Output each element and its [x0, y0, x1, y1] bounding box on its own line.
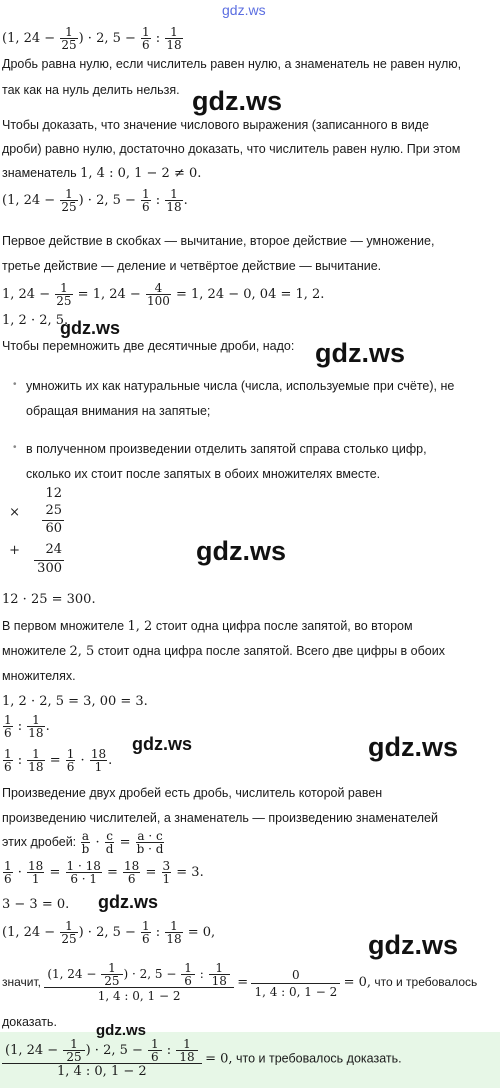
frac-num: 1: [165, 188, 182, 201]
frac-den: 6 · 1: [70, 872, 98, 886]
watermark: gdz.ws: [98, 892, 159, 912]
watermark: gdz.ws: [132, 734, 193, 754]
frac-num: 1: [60, 920, 77, 933]
frac-den: 1, 4 : 0, 1 − 2: [56, 1064, 147, 1079]
math: = 0,: [343, 975, 372, 991]
text-line: Первое действие в скобках — вычитание, второе действие — умножение,: [2, 234, 435, 248]
frac-den: 25: [61, 38, 77, 52]
text: В первом множителе: [2, 619, 125, 633]
frac-num: 1: [27, 714, 44, 727]
column-operator: ×: [9, 505, 20, 520]
math: =: [49, 865, 61, 880]
frac-den: 1: [94, 760, 103, 774]
text: что и требовалось: [374, 975, 478, 990]
frac-num: 0: [251, 967, 340, 984]
frac-num: 1: [165, 920, 182, 933]
frac-num: 1: [142, 919, 150, 933]
bullet-icon: •: [13, 379, 17, 390]
frac-den: 25: [66, 1050, 82, 1064]
text: множителе: [2, 644, 67, 658]
frac-num: 1: [63, 1038, 84, 1051]
expression: (1, 24 − $\frac{1}{25}$ ) · 2, 5 − $\frac{1}{6}$ : $\frac{1}{18}$ .: [2, 187, 188, 214]
column-number: 300: [37, 561, 62, 576]
text-line: третье действие — деление и четвёртое действие — вычитание.: [2, 259, 382, 273]
division-expression: $\frac{1}{6}$ : $\frac{1}{18}$ .: [4, 713, 50, 740]
math: = 0,: [187, 925, 216, 940]
frac-den: 1, 4 : 0, 1 − 2: [254, 984, 338, 999]
math: = 3.: [176, 865, 204, 880]
bullet-icon: •: [13, 442, 17, 453]
frac-den: 18: [28, 726, 44, 740]
frac-num: 1: [176, 1038, 197, 1051]
frac-den: 6: [142, 38, 150, 52]
math-line: 1, 2 · 2, 5.: [2, 313, 69, 328]
frac-num: 1: [101, 962, 122, 975]
watermark: gdz.ws: [192, 86, 283, 116]
math-line: 12 · 25 = 300.: [2, 592, 96, 607]
frac-num: 1: [148, 1038, 162, 1051]
text-line: [2, 165, 201, 182]
frac-den: 18: [179, 1050, 195, 1064]
conclusion-line: значит, (1, 24 − $\frac{1}{25}$ ) · 2, 5 − $\frac{1}{6}$ : $\frac{1}{18}$ 1, 4 : 0, 1 − 2 = $\frac{0}{1, 4 : 0, 1 - 2}$ = 0, что и требовалось: [2, 961, 478, 1003]
frac-num: 1: [142, 25, 150, 39]
frac-num: 1: [4, 859, 12, 873]
column-number: 24: [45, 542, 62, 557]
bullet-text: умножить их как натуральные числа (числа, используемые при счёте), не: [26, 379, 455, 393]
subtraction-step: [2, 282, 324, 307]
frac-den: 6: [142, 932, 150, 946]
frac-den: 1: [31, 872, 40, 886]
frac-den: 6: [127, 872, 136, 886]
text-line: доказать.: [2, 1015, 57, 1029]
frac-num: 1: [4, 747, 12, 761]
frac-num: 1: [66, 747, 75, 761]
frac-den: d: [105, 842, 114, 856]
frac-num: 3: [162, 859, 171, 873]
frac-num: 1: [60, 188, 77, 201]
watermark: gdz.ws: [60, 318, 121, 338]
watermark: gdz.ws: [96, 1022, 147, 1039]
frac-den: 25: [61, 200, 77, 214]
text-line: Произведение двух дробей есть дробь, числитель которой равен: [2, 786, 383, 800]
watermark: gdz.ws: [368, 930, 459, 960]
frac-den: 1: [162, 872, 171, 886]
text: стоит одна цифра после запятой. Всего две цифры в обоих: [97, 644, 445, 658]
division-step: $\frac{1}{6}$ : $\frac{1}{18}$ = $\frac{1}{6}$ · $\frac{18}{1}$ .: [4, 747, 113, 774]
frac-den: 25: [104, 974, 120, 988]
frac-den: 18: [166, 932, 182, 946]
text: значит,: [2, 975, 41, 990]
frac-num: 1: [181, 962, 195, 975]
frac-den: 6: [151, 1050, 159, 1064]
frac-num: c: [106, 829, 113, 843]
frac-num: 18: [90, 747, 107, 761]
frac-num: 1: [4, 713, 12, 727]
math: = 0,: [205, 1051, 233, 1067]
frac-den: 18: [28, 760, 44, 774]
frac-den: 18: [166, 200, 182, 214]
math: =: [49, 753, 61, 768]
text: этих дробей:: [2, 835, 77, 849]
text: стоит одна цифра после запятой, во втором: [155, 619, 413, 633]
math-inline: 1, 2: [127, 619, 153, 634]
math-line: 3 − 3 = 0.: [2, 897, 70, 912]
multiplication-step: $\frac{1}{6}$ · $\frac{18}{1}$ = $\frac{1 \cdot 18}{6 \cdot 1}$ = $\frac{18}{6}$ = $\frac{3}{1}$ = 3.: [4, 859, 204, 886]
watermark-top: gdz.ws: [222, 2, 266, 18]
frac-den: 6: [4, 726, 12, 740]
frac-den: 18: [166, 38, 182, 52]
column-number: 25: [45, 503, 62, 518]
frac-den: 6: [66, 760, 75, 774]
math: = 1, 24 −: [77, 287, 141, 302]
frac-den: 25: [61, 932, 77, 946]
bullet-text: в полученном произведении отделить запятой справа столько цифр,: [26, 442, 427, 456]
frac-den: b: [81, 842, 90, 856]
text: что и требовалось доказать.: [236, 1051, 402, 1066]
text: знаменатель: [2, 166, 77, 180]
watermark: gdz.ws: [196, 536, 287, 566]
math-line: 1, 2 · 2, 5 = 3, 00 = 3.: [2, 694, 148, 709]
column-number: 60: [45, 521, 62, 536]
text-line: произведению числителей, а знаменатель — произведению знаменателей: [2, 811, 438, 825]
math-inline: 1, 4 : 0, 1 − 2 ≠ 0.: [80, 166, 202, 181]
frac-den: 25: [56, 294, 72, 308]
frac-den: 6: [4, 760, 12, 774]
frac-den: 6: [184, 974, 192, 988]
text-line: дроби) равно нулю, достаточно доказать, что числитель равен нулю. При этом: [2, 142, 461, 156]
frac-num: 1: [55, 282, 72, 295]
frac-num: 18: [28, 859, 44, 873]
frac-num: 4: [146, 282, 171, 295]
watermark: gdz.ws: [368, 732, 459, 762]
final-answer: (1, 24 − $\frac{1}{25}$ ) · 2, 5 − $\frac{1}{6}$ : $\frac{1}{18}$ 1, 4 : 0, 1 − 2 = 0, что и требовалось доказать.: [2, 1038, 402, 1080]
bullet-text: сколько их стоит после запятых в обоих множителях вместе.: [26, 467, 381, 481]
text-line: так как на нуль делить нельзя.: [2, 83, 180, 97]
text-line: [2, 618, 413, 635]
rule-line: этих дробей: $\frac{a}{b}$ · $\frac{c}{d}$ = $\frac{a \cdot c}{b \cdot d}$: [2, 829, 164, 856]
frac-num: 1: [142, 187, 150, 201]
text-line: [2, 643, 445, 660]
frac-num: 18: [124, 859, 140, 873]
math: = 1, 24 − 0, 04 = 1, 2.: [176, 287, 325, 302]
text-line: Чтобы перемножить две десятичные дроби, надо:: [2, 339, 295, 353]
math: 1, 24 −: [2, 287, 51, 302]
frac-num: 1: [165, 26, 182, 39]
expression-cut: (1, 24 − $\frac{1}{25}$ ) · 2, 5 − $\frac{1}{6}$ : $\frac{1}{18}$: [2, 25, 182, 52]
math-inline: 2, 5: [69, 644, 95, 659]
watermark: gdz.ws: [315, 338, 406, 368]
frac-num: a · c: [137, 829, 163, 843]
frac-num: 1: [27, 748, 44, 761]
frac-num: 1 · 18: [66, 859, 101, 873]
frac-den: 6: [142, 200, 150, 214]
column-operator: +: [9, 543, 20, 558]
frac-num: 1: [60, 26, 77, 39]
frac-num: a: [81, 829, 90, 843]
text-line: множителях.: [2, 669, 76, 683]
frac-num: 1: [209, 962, 230, 975]
frac-den: 100: [146, 294, 170, 308]
frac-den: b · d: [136, 842, 164, 856]
text-line: Чтобы доказать, что значение числового выражения (записанного в виде: [2, 118, 429, 132]
text-line: Дробь равна нулю, если числитель равен нулю, а знаменатель не равен нулю,: [2, 57, 462, 71]
frac-den: 1, 4 : 0, 1 − 2: [97, 989, 181, 1003]
column-number: 12: [45, 486, 62, 501]
frac-den: 18: [211, 974, 227, 988]
expression-result: (1, 24 − $\frac{1}{25}$ ) · 2, 5 − $\frac{1}{6}$ : $\frac{1}{18}$ = 0,: [2, 919, 216, 946]
bullet-text: обращая внимания на запятые;: [26, 404, 211, 418]
frac-den: 6: [4, 872, 12, 886]
